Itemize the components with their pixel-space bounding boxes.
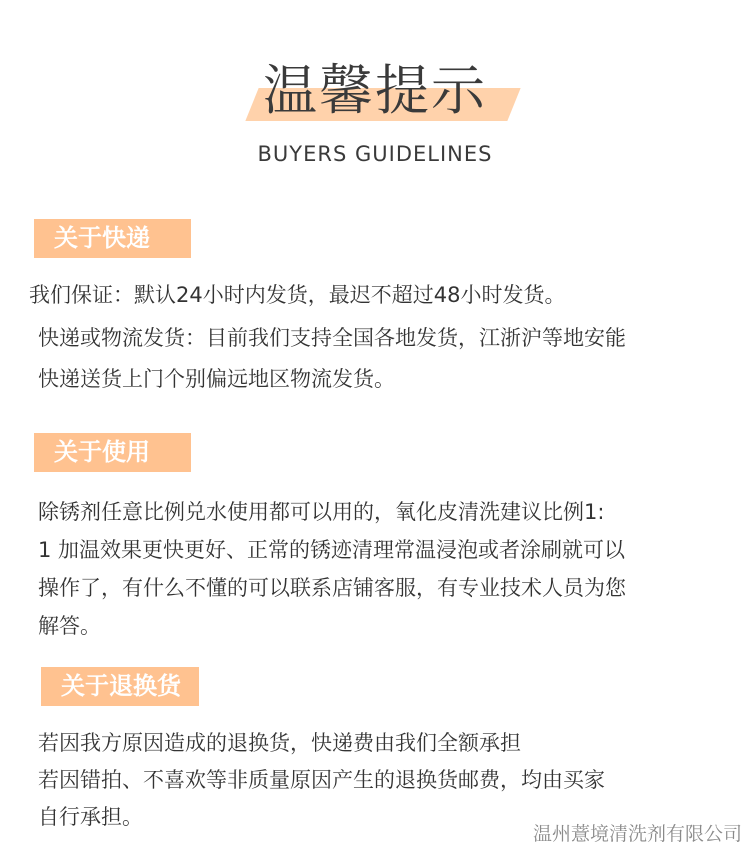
- shipping-text-line: 快递或物流发货：目前我们支持全国各地发货，江浙沪等地安能: [38, 326, 626, 350]
- usage-text-line: 解答。: [38, 614, 101, 638]
- page-header: [0, 56, 750, 136]
- returns-text-line: 若因我方原因造成的退换货，快递费由我们全额承担: [38, 731, 521, 755]
- returns-text-line: 若因错拍、不喜欢等非质量原因产生的退换货邮费，均由买家: [38, 768, 605, 792]
- page-title: 温馨提示: [263, 59, 487, 122]
- shipping-text-line: 我们保证：默认24小时内发货，最迟不超过48小时发货。: [29, 283, 566, 307]
- section-label-shipping: 关于快递: [34, 219, 191, 258]
- usage-text-line: 除锈剂任意比例兑水使用都可以用的，氧化皮清洗建议比例1:: [38, 500, 605, 524]
- usage-text-line: 1 加温效果更快更好、正常的锈迹清理常温浸泡或者涂刷就可以: [38, 538, 626, 562]
- returns-text-line: 自行承担。: [38, 805, 143, 829]
- section-label-usage: 关于使用: [34, 433, 191, 472]
- usage-text-line: 操作了，有什么不懂的可以联系店铺客服，有专业技术人员为您: [38, 576, 626, 600]
- page-subtitle: BUYERS GUIDELINES: [257, 142, 493, 166]
- shipping-text-line: 快递送货上门个别偏远地区物流发货。: [38, 367, 395, 391]
- section-label-returns: 关于退换货: [41, 667, 199, 706]
- company-watermark: 温州薏境清洗剂有限公司: [532, 823, 742, 845]
